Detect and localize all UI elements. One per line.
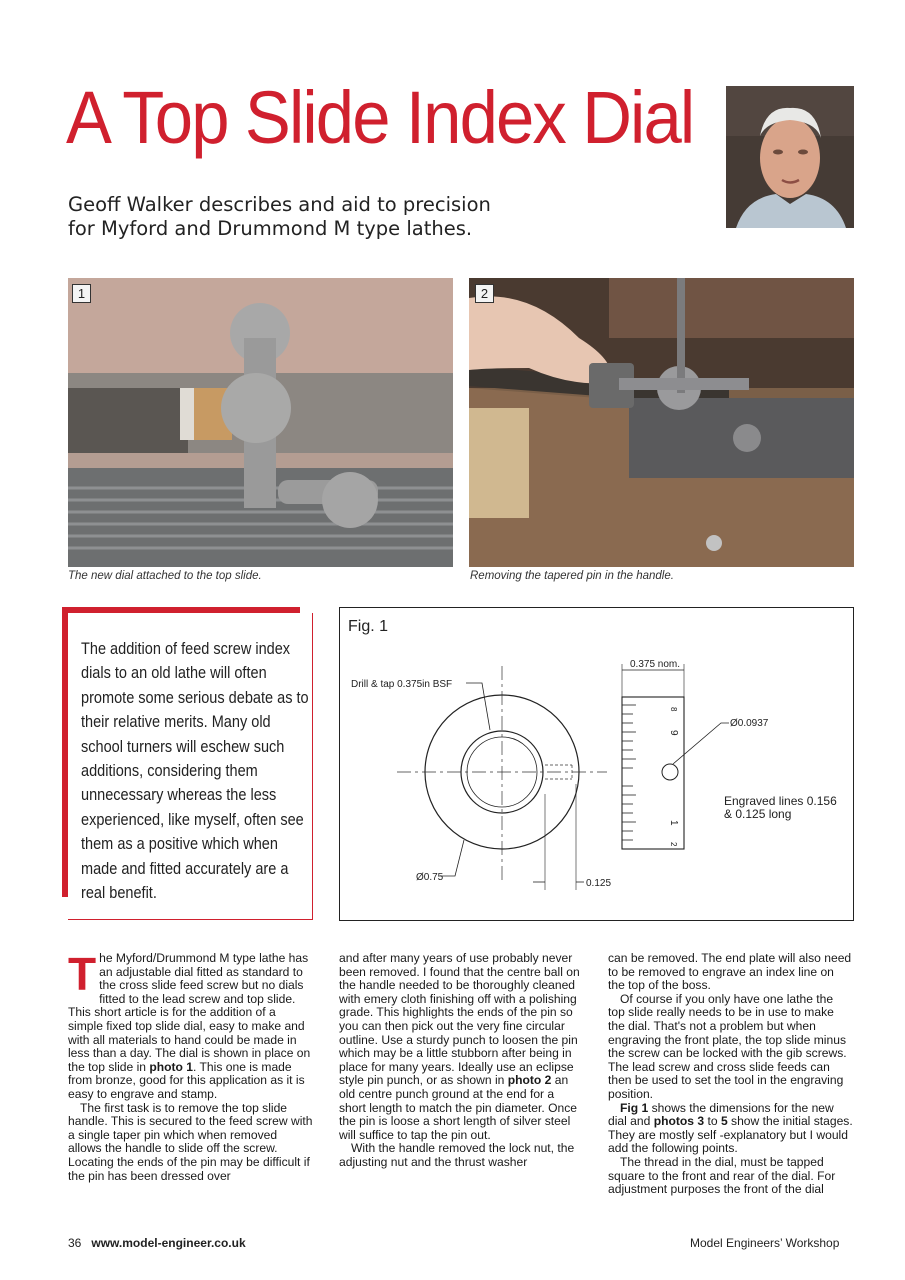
photo-2-caption: Removing the tapered pin in the handle. bbox=[470, 570, 674, 582]
author-portrait bbox=[726, 86, 854, 228]
article-title: A Top Slide Index Dial bbox=[66, 76, 694, 159]
col3-paragraph-3b: shows the dimensions for the new dial and bbox=[608, 1100, 834, 1129]
scale-digit-2: 2 bbox=[669, 842, 678, 847]
col2-paragraph-1a: and after many years of use probably never been removed. I found that the centre ball on the handle needed to be thoroughly cleaned with emery cloth finishing off with a polishing grade. This highlights the ends of the pin so you can then pick out the very fine circular outline. Use a sturdy punch to loosen the pin which may be a little stubborn after being in place for many years. Ideally use an eclipse style pin punch, or as shown in bbox=[339, 951, 580, 1088]
page-number: 36 bbox=[68, 1236, 82, 1250]
footer-website[interactable]: www.model-engineer.co.uk bbox=[91, 1236, 246, 1250]
col2-photo-ref: photo 2 bbox=[507, 1073, 552, 1088]
col1-photo-ref: photo 1 bbox=[149, 1059, 194, 1074]
article-subtitle bbox=[68, 193, 508, 241]
photo-1 bbox=[68, 278, 453, 567]
offset-label: 0.125 bbox=[586, 878, 612, 889]
col3-paragraph-1: can be removed. The end plate will also need to be removed to engrave an index line on the top of the boss. bbox=[608, 951, 852, 993]
col1-paragraph-1a: he Myford/Drummond M type lathe has an adjustable dial fitted as standard to the cross slide feed screw but no dials fitted to the lead screw and top slide. This short article is for the addition of a simple fixed top slide dial, easy to make and with all materials to hand could be made in less than a day. The dial is shown in place on the top slide in bbox=[68, 951, 311, 1074]
col1-paragraph-1c: . This one is made from bronze, good for this application as it is easy to engrave and stamp. bbox=[68, 1059, 305, 1101]
hole-dia-label: Ø0.0937 bbox=[730, 718, 769, 729]
col3-paragraph-3f: show the initial stages. They are mostly self -explanatory but I would add the following points. bbox=[608, 1114, 853, 1156]
pull-quote-text: The addition of feed screw index dials to an old lathe will often promote some serious debate as to their relative merits. Many old school turners will eschew such additions, considering them unnecessary whereas the less experienced, like myself, often see them as a positive which when made and fitted accurately are a real benefit. bbox=[81, 640, 309, 903]
photo-2 bbox=[469, 278, 854, 567]
figure-1 bbox=[339, 607, 854, 921]
figure-label: Fig. 1 bbox=[348, 618, 389, 635]
body-column-1 bbox=[68, 948, 313, 1183]
scale-digit-8: 8 bbox=[669, 707, 678, 712]
col3-photo-5-ref: 5 bbox=[720, 1114, 728, 1129]
scale-digit-9: 9 bbox=[668, 730, 679, 736]
body-column-3 bbox=[608, 952, 853, 1197]
footer-magazine-name: Model Engineers’ Workshop bbox=[690, 1236, 840, 1250]
subtitle-line-2: for Myford and Drummond M type lathes. bbox=[68, 217, 473, 240]
engrave-line-1: Engraved lines 0.156 bbox=[724, 794, 837, 808]
subtitle-line-1: Geoff Walker describes and aid to precision bbox=[68, 193, 491, 216]
outer-dia-label: Ø0.75 bbox=[416, 872, 444, 883]
width-note: 0.375 nom. bbox=[630, 659, 681, 670]
col3-paragraph-4: The thread in the dial, must be tapped square to the front and rear of the dial. For adjustment purposes the front of the dial bbox=[608, 1154, 836, 1197]
photo-1-caption: The new dial attached to the top slide. bbox=[68, 570, 262, 582]
photo-2-number: 2 bbox=[475, 284, 494, 303]
photo-1-number: 1 bbox=[72, 284, 91, 303]
scale-digit-1: 1 bbox=[668, 820, 679, 826]
col3-paragraph-2: Of course if you only have one lathe the top slide really needs to be in use to make the dial. That's not a problem but when engraving the front plate, the top slide minus the screw can be locked with the gib screws. The lead screw and cross slide feeds can then be used to set the tool in the engraving position. bbox=[608, 991, 847, 1101]
drill-note: Drill & tap 0.375in BSF bbox=[351, 679, 453, 690]
footer-left bbox=[68, 1236, 246, 1250]
col1-paragraph-2: The first task is to remove the top slide handle. This is secured to the feed screw with a single taper pin which when removed allows the handle to slide off the screw. Locating the ends of the pin may be difficult if the pin has been dressed over bbox=[68, 1100, 313, 1183]
col2-paragraph-2: With the handle removed the lock nut, the adjusting nut and the thrust washer bbox=[339, 1141, 575, 1169]
col2-paragraph-1c: an old centre punch ground at the end for a short length to match the pin diameter. Once the pin is loose a short length of silver steel will suffice to tap the pin out. bbox=[339, 1073, 577, 1142]
col3-paragraph-3d: to bbox=[704, 1114, 721, 1129]
drop-cap: T bbox=[68, 948, 97, 1000]
body-column-2 bbox=[339, 952, 584, 1170]
col3-photos-ref: photos 3 bbox=[653, 1114, 705, 1129]
engrave-line-2: & 0.125 long bbox=[724, 807, 792, 821]
col3-fig-ref: Fig 1 bbox=[620, 1100, 649, 1115]
